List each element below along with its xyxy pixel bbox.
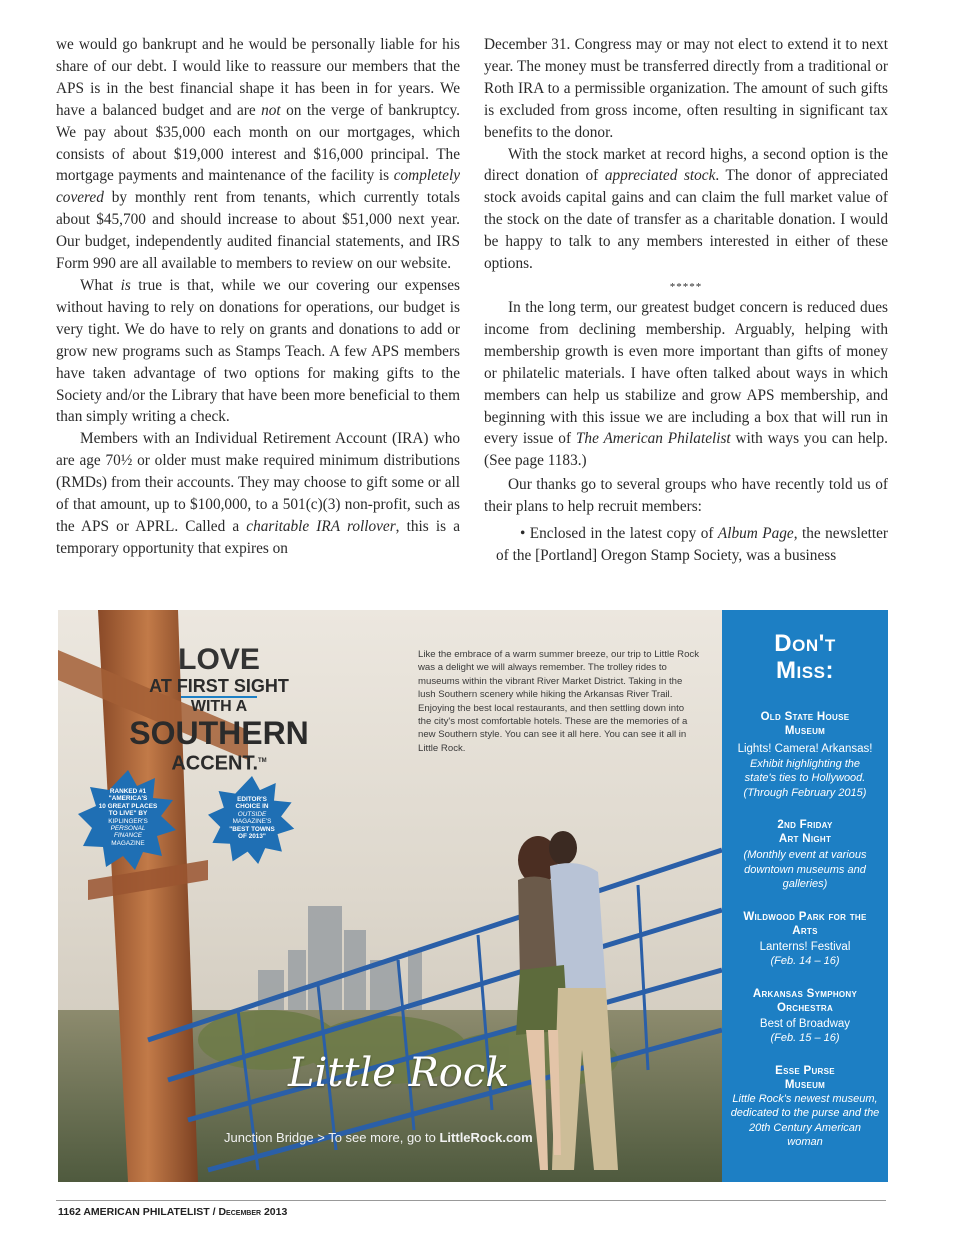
left-paragraph-1: we would go bankrupt and he would be personally liable for his share of our debt. I would like to reassure our members that the APS is in the best financial shape it has been in for years. We have a balanced budget and are not on the verge of bankruptcy. We pay about $35,000 each month on our mortgages, which consists of about $19,000 interest and $16,000 principal. The mortgage payments and maintenance of the facility is completely covered by monthly rent from tenants, which currently totals about $45,700 and should increase to about $51,000 next year. Our budget, independently audited financial statements, and IRS Form 990 are all available to members to review on our website. xyxy=(56,36,460,273)
little-rock-advertisement xyxy=(58,610,888,1182)
sidebar-title-line-2: Miss: xyxy=(776,657,834,684)
trademark-mark: TM xyxy=(258,758,267,764)
event-description: Exhibit highlighting the state's ties to Hollywood. (Through February 2015) xyxy=(743,757,867,799)
right-paragraph-1: December 31. Congress may or may not elect to extend it to next year. The money must be transferred directly from a traditional or Roth IRA to a permissible organization. The amount of such gifts is excluded from gross income, often resulting in significant tax benefits to the donor. xyxy=(484,36,888,141)
article-right-column xyxy=(484,34,888,567)
headline-with-a: WITH A xyxy=(181,696,257,716)
badge-1-line: MAGAZINE xyxy=(111,839,145,847)
headline-love: LOVE xyxy=(178,643,260,676)
left-paragraph-2: What is true is that, while we our covering our expenses without having to rely on donations for operations, our budget is very tight. We do have to rely on grants and donations to add or grow new programs such as Stamps Teach. A few APS members have taken advantage of two options for making gifts to the Society and/or the Library that have been more beneficial to them than simply writing a check. xyxy=(56,276,460,426)
badge-2-line: OUTSIDE xyxy=(237,810,267,818)
event-description: (Feb. 14 – 16) xyxy=(770,955,840,967)
event-name: Arkansas Symphony Orchestra xyxy=(752,987,858,1014)
section-separator: ***** xyxy=(669,280,703,293)
badge-1-line: RANKED #1 xyxy=(109,788,147,795)
little-rock-logo: Little Rock xyxy=(288,1050,510,1096)
right-paragraph-4: Our thanks go to several groups who have recently told us of their plans to help recruit members: xyxy=(484,476,888,516)
right-paragraph-2: With the stock market at record highs, a second option is the direct donation of appreciated stock. The donor of appreciated stock avoids capital gains and can claim the full market value of the stock on the date of transfer as a charitable donation. I would be happy to talk to any members interested in either of these options. xyxy=(484,145,888,273)
headline-accent: ACCENT.™ xyxy=(171,752,267,775)
ad-body-text: Like the embrace of a warm summer breeze, our trip to Little Rock was a delight we will always remember. The trolley rides to museums within the vibrant River Market District. Taking in the lush Southern scenery while hiking the Arkansas River Trail. Enjoying the best local restaurants, and then settling down into the city's most comfortable hotels. These are the memories of a new Southern style. You can see it all here. You can see it all in Little Rock. xyxy=(418,649,699,754)
event-detail: Best of Broadway xyxy=(759,1017,851,1030)
left-paragraph-3: Members with an Individual Retirement Account (IRA) who are age 70½ or older must make required minimum distributions (RMDs) from their accounts. They may choose to gift some or all of that amount, up to $100,000, to a 501(c)(3) non-profit, such as the APS or APRL. Called a charitable IRA rollover, this is a temporary opportunity that expires on xyxy=(56,430,460,557)
ad-photo xyxy=(58,610,722,1182)
badge-2-line: EDITOR'S xyxy=(237,796,267,803)
dont-miss-sidebar xyxy=(722,610,888,1182)
event-description: (Monthly event at various downtown museums and galleries) xyxy=(743,849,867,890)
event-old-state-house xyxy=(722,710,888,800)
event-wildwood-park xyxy=(722,910,888,969)
event-description: Little Rock's newest museum, dedicated to the purse and the 20th Century American woman xyxy=(730,1092,880,1148)
article-left-column xyxy=(56,34,460,560)
footer-rule xyxy=(56,1200,886,1201)
caption-link[interactable]: LittleRock.com xyxy=(439,1130,533,1145)
page-number: 1162 xyxy=(58,1206,81,1218)
event-name: Esse Purse Museum xyxy=(775,1064,835,1091)
badge-1-line: FINANCE xyxy=(113,832,143,840)
event-esse-purse-museum xyxy=(722,1064,888,1150)
badge-1-line: "AMERICA'S xyxy=(108,795,148,803)
magazine-name: AMERICAN PHILATELIST xyxy=(83,1206,210,1218)
event-detail: Lights! Camera! Arkansas! xyxy=(737,743,873,755)
badge-2-line: CHOICE IN xyxy=(235,803,269,811)
badge-kiplinger xyxy=(78,770,178,870)
event-name: Wildwood Park for the Arts xyxy=(743,910,867,937)
event-detail: Lanterns! Festival xyxy=(759,940,851,953)
issue-date: December 2013 xyxy=(218,1206,288,1218)
caption-text: Junction Bridge > To see more, go to xyxy=(224,1130,440,1145)
sidebar-title-line-1: Don't xyxy=(774,630,836,657)
badge-1-line: 10 GREAT PLACES xyxy=(98,802,158,810)
sidebar-title xyxy=(722,630,888,684)
bullet-item: • Enclosed in the latest copy of Album Page, the newsletter of the [Portland] Oregon Stamp Society, was a business xyxy=(496,525,888,564)
headline-southern: SOUTHERN xyxy=(129,715,309,751)
event-description: (Feb. 15 – 16) xyxy=(770,1032,840,1044)
badge-1-line: TO LIVE" BY xyxy=(108,810,148,818)
badge-1-line: KIPLINGER'S xyxy=(108,817,148,825)
badge-2-line: "BEST TOWNS xyxy=(229,825,275,833)
badge-1-line: PERSONAL xyxy=(110,825,146,833)
page-footer xyxy=(58,1206,287,1218)
ad-headline xyxy=(104,644,334,775)
badge-outside xyxy=(208,776,296,864)
event-name: 2nd Friday Art Night xyxy=(777,819,833,845)
badge-2-line: OF 2013" xyxy=(238,833,266,841)
event-art-night xyxy=(722,818,888,892)
event-name: Old State House Museum xyxy=(760,711,850,737)
right-paragraph-3: In the long term, our greatest budget concern is reduced dues income from declining membership. Arguably, helping with membership growth is even more important than gifts of money or philatelic materials. I have often talked about ways in which members can help us stabilize and grow APS membership, and beginning with this issue we are including a box that will run in every issue of The American Philatelist with ways you can help. (See page 1183.) xyxy=(484,298,889,470)
footer-separator: / xyxy=(209,1206,219,1218)
ad-caption xyxy=(224,1130,533,1145)
headline-first-sight: AT FIRST SIGHT xyxy=(149,676,289,696)
event-symphony xyxy=(722,987,888,1046)
badge-2-line: MAGAZINE'S xyxy=(232,818,272,826)
